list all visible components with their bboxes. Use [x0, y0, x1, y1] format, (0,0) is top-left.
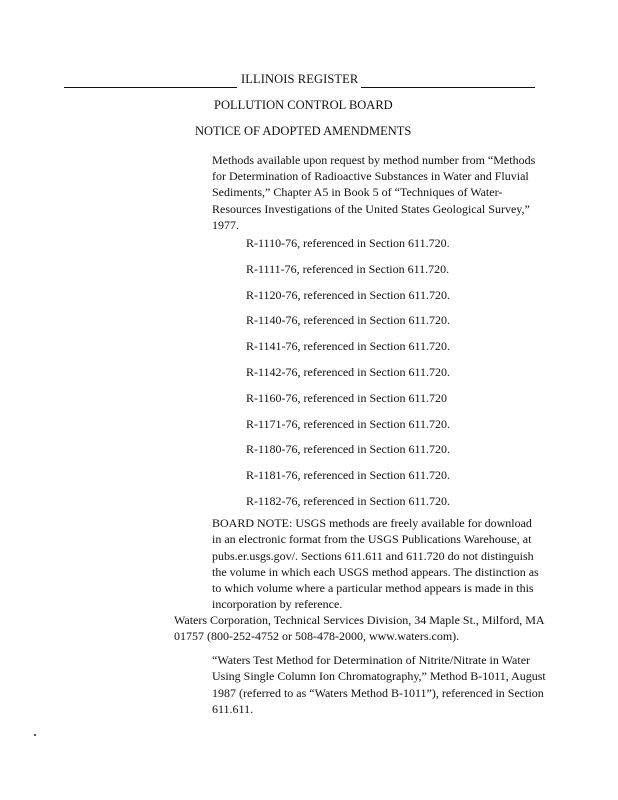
method-item: R-1111-76, referenced in Section 611.720.: [246, 261, 450, 276]
method-item: R-1181-76, referenced in Section 611.720.: [246, 468, 451, 483]
method-item: R-1120-76, referenced in Section 611.720.: [246, 287, 451, 302]
method-item: R-1140-76, referenced in Section 611.720.: [246, 313, 451, 328]
method-item: R-1180-76, referenced in Section 611.720.: [246, 442, 451, 457]
board-note: BOARD NOTE: USGS methods are freely available for download in an electronic format from the USGS Publications Warehouse, at pubs.er.usgs.gov/. Sections 611.611 and 611.720 do not distinguish the volume in which each USGS method appears. The distinction as to which volume where a particular method appears is made in this incorporation by reference.: [212, 516, 539, 612]
method-item: R-1160-76, referenced in Section 611.720: [246, 390, 448, 405]
waters-method-reference: “Waters Test Method for Determination of Nitrite/Nitrate in Water Using Single Column Ion Chromatography,” Method B-1011, August 1987 (referred to as “Waters Method B-1011”), referenced in Section 611.611.: [212, 653, 546, 716]
register-title: ILLINOIS REGISTER: [241, 72, 371, 87]
waters-corporation-reference: Waters Corporation, Technical Services Division, 34 Maple St., Milford, MA 01757 (800-252-4752 or 508-478-2000, www.waters.com).: [174, 613, 544, 644]
intro-paragraph: Methods available upon request by method number from “Methods for Determination of Radioactive Substances in Water and Fluvial Sediments,” Chapter A5 in Book 5 of “Techniques of Water-Resources Investigations of the United States Geological Survey,” 1977.: [212, 153, 536, 232]
scan-speck: [34, 734, 36, 736]
method-item: R-1142-76, referenced in Section 611.720.: [246, 365, 451, 379]
method-item: R-1171-76, referenced in Section 611.720.: [246, 416, 451, 431]
agency-name: POLLUTION CONTROL BOARD: [214, 98, 393, 112]
method-item: R-1141-76, referenced in Section 611.720.: [246, 339, 451, 354]
notice-type: NOTICE OF ADOPTED AMENDMENTS: [195, 124, 412, 138]
method-item: R-1182-76, referenced in Section 611.720.: [246, 494, 451, 508]
method-item: R-1110-76, referenced in Section 611.720.: [246, 236, 450, 250]
